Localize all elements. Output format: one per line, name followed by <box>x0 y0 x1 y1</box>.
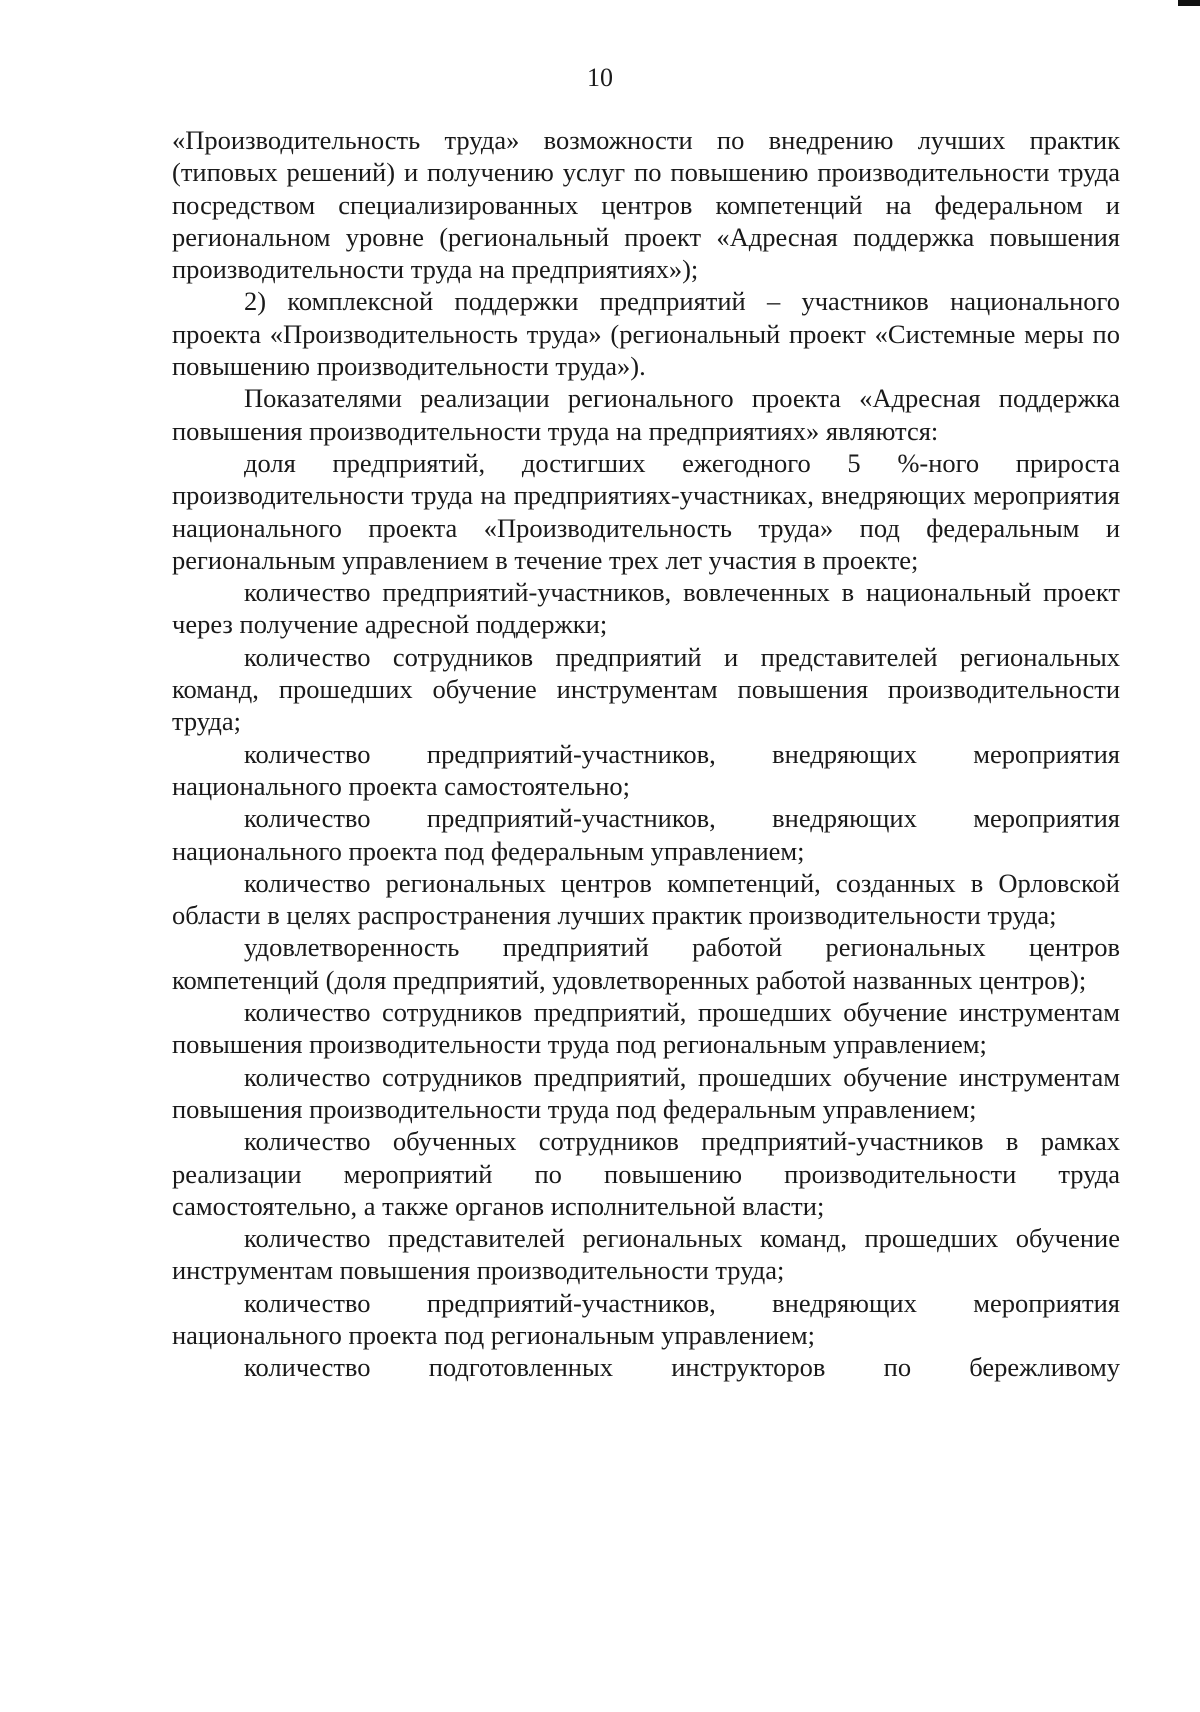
paragraph: количество предприятий-участников, вовлеченных в национальный проект через получение адресной поддержки; <box>172 577 1120 640</box>
paragraph: количество сотрудников предприятий и представителей региональных команд, прошедших обучение инструментам повышения производительности труда; <box>172 641 1120 737</box>
paragraph: количество региональных центров компетенций, созданных в Орловской области в целях распространения лучших практик производительности труда; <box>172 867 1120 931</box>
paragraph: доля предприятий, достигших ежегодного 5 %-ного прироста производительности труда на предприятиях-участниках, внедряющих мероприятия национального проекта «Производительность труда» под федеральным и региональным управлением в течение трех лет участия в проекте; <box>172 447 1120 575</box>
paragraph: количество сотрудников предприятий, прошедших обучение инструментам повышения производительности труда под федеральным управлением; <box>172 1061 1120 1124</box>
paragraph: количество предприятий-участников, внедряющих мероприятия национального проекта под федеральным управлением; <box>172 803 1120 866</box>
body-text <box>172 124 1120 1384</box>
paragraph: количество подготовленных инструкторов по бережливому <box>244 1352 1120 1383</box>
paragraph: удовлетворенность предприятий работой региональных центров компетенций (доля предприятий, удовлетворенных работой названных центров); <box>172 932 1120 995</box>
paragraph: «Производительность труда» возможности по внедрению лучших практик (типовых решений) и получению услуг по повышению производительности труда посредством специализированных центров компетенций на федеральном и региональном уровне (региональный проект «Адресная поддержка повышения производительности труда на предприятиях»); <box>172 125 1120 285</box>
page-number: 10 <box>587 63 613 92</box>
paragraph: количество представителей региональных команд, прошедших обучение инструментам повышения производительности труда; <box>172 1223 1120 1286</box>
scan-mark <box>1178 0 1200 6</box>
paragraph: Показателями реализации регионального проекта «Адресная поддержка повышения производительности труда на предприятиях» являются: <box>172 383 1120 446</box>
paragraph: 2) комплексной поддержки предприятий – участников национального проекта «Производительность труда» (региональный проект «Системные меры по повышению производительности труда»). <box>172 286 1120 382</box>
paragraph: количество обученных сотрудников предприятий-участников в рамках реализации мероприятий по повышению производительности труда самостоятельно, а также органов исполнительной власти; <box>172 1126 1120 1221</box>
paragraph: количество сотрудников предприятий, прошедших обучение инструментам повышения производительности труда под региональным управлением; <box>172 997 1120 1060</box>
paragraph: количество предприятий-участников, внедряющих мероприятия национального проекта самостоятельно; <box>172 738 1120 801</box>
paragraph: количество предприятий-участников, внедряющих мероприятия национального проекта под региональным управлением; <box>172 1287 1120 1350</box>
